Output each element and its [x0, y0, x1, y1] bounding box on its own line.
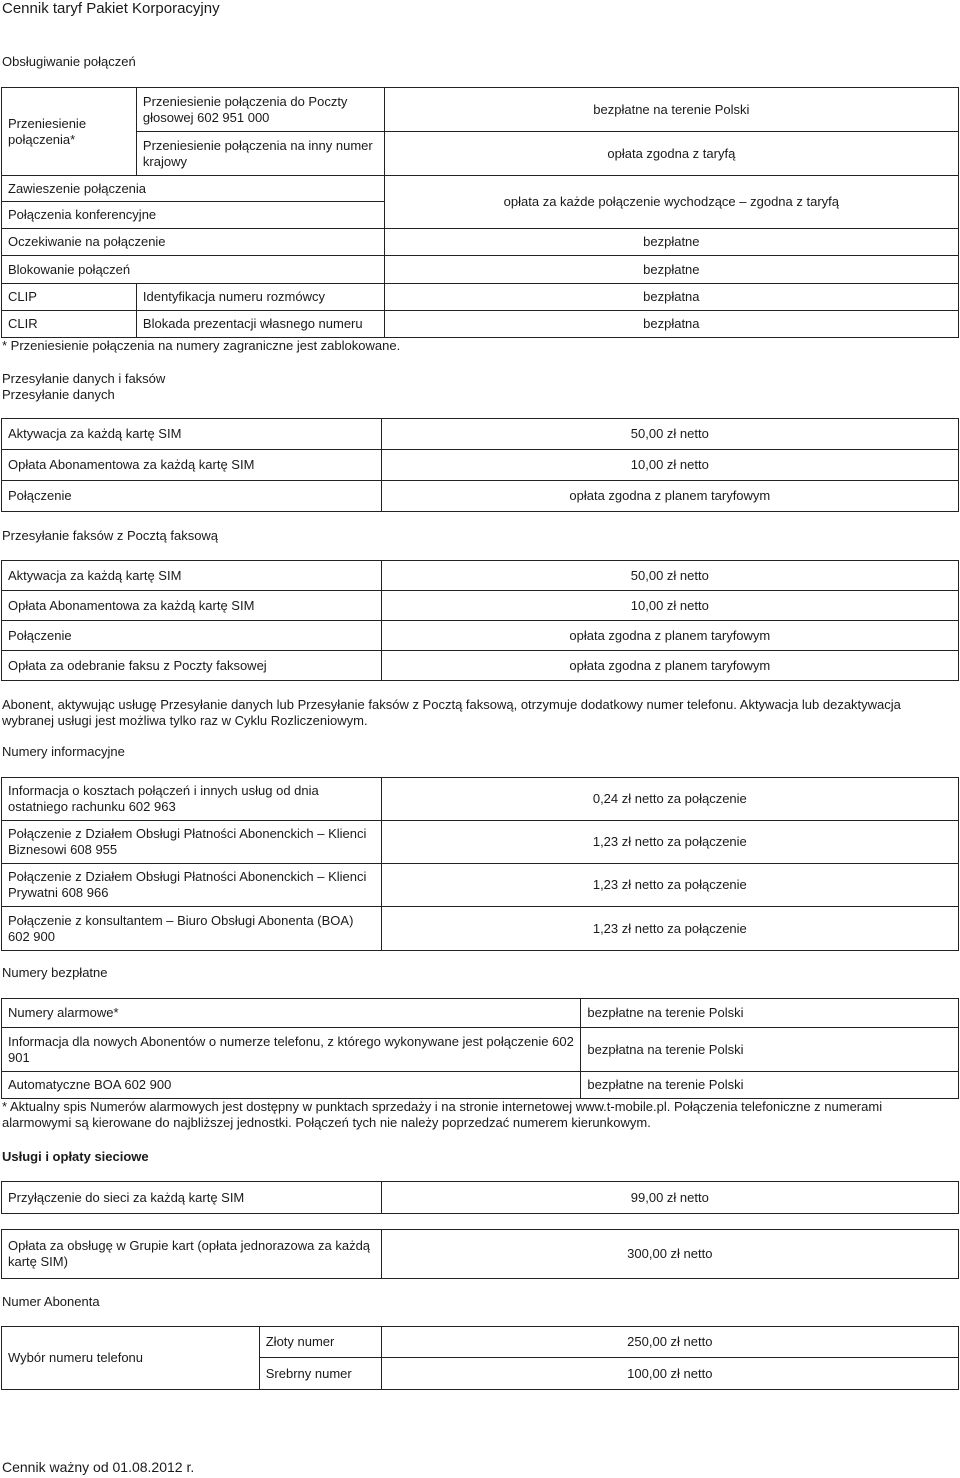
number-choice-label: Wybór numeru telefonu	[2, 1327, 260, 1390]
data-row-value: 10,00 zł netto	[381, 450, 958, 481]
subheading-data: Przesyłanie danych	[2, 387, 115, 402]
clip-value: bezpłatna	[384, 284, 958, 311]
free-numbers-table	[1, 998, 959, 1099]
fax-row-label: Opłata Abonamentowa za każdą kartę SIM	[2, 591, 382, 621]
subscriber-number-table	[1, 1326, 959, 1390]
info-row-value: 1,23 zł netto za połączenie	[381, 907, 958, 951]
section-heading-call-handling: Obsługiwanie połączeń	[2, 54, 136, 69]
info-row-label: Połączenie z Działem Obsługi Płatności Abonenckich – Klienci Prywatni 608 966	[2, 864, 382, 907]
fax-row-value: opłata zgodna z planem taryfowym	[381, 621, 958, 651]
hold-label: Zawieszenie połączenia	[2, 176, 385, 202]
clir-label: CLIR	[2, 311, 137, 338]
section-heading-subscriber-number: Numer Abonenta	[2, 1294, 100, 1309]
section-heading-info-numbers: Numery informacyjne	[2, 744, 125, 759]
data-fax-note: Abonent, aktywując usługę Przesyłanie danych lub Przesyłanie faksów z Pocztą faksową, otrzymuje dodatkowy numer telefonu. Aktywacja lub dezaktywacja wybranej usługi jest możliwa tylko raz w Cyklu Rozliczeniowym.	[2, 697, 901, 728]
data-row-value: 50,00 zł netto	[381, 419, 958, 450]
free-row-value: bezpłatna na terenie Polski	[581, 1028, 959, 1072]
forward-other-label: Przeniesienie połączenia na inny numer krajowy	[136, 132, 384, 176]
silver-number-label: Srebrny numer	[259, 1358, 381, 1390]
hold-conference-value: opłata za każde połączenie wychodzące – zgodna z taryfą	[384, 176, 958, 229]
blocking-label: Blokowanie połączeń	[2, 256, 385, 284]
blocking-value: bezpłatne	[384, 256, 958, 284]
data-row-label: Połączenie	[2, 481, 382, 512]
fax-table	[1, 560, 959, 681]
clir-desc: Blokada prezentacji własnego numeru	[136, 311, 384, 338]
gold-number-label: Złoty numer	[259, 1327, 381, 1358]
section-heading-data-fax: Przesyłanie danych i faksów	[2, 371, 166, 386]
clir-value: bezpłatna	[384, 311, 958, 338]
subheading-fax: Przesyłanie faksów z Pocztą faksową	[2, 528, 219, 543]
info-row-label: Połączenie z konsultantem – Biuro Obsługi Abonenta (BOA) 602 900	[2, 907, 382, 951]
network-fee-table-2	[1, 1229, 959, 1279]
conference-label: Połączenia konferencyjne	[2, 202, 385, 229]
section-heading-free-numbers: Numery bezpłatne	[2, 965, 108, 980]
forward-voicemail-label: Przeniesienie połączenia do Poczty głosowej 602 951 000	[136, 88, 384, 132]
free-row-value: bezpłatne na terenie Polski	[581, 1072, 959, 1099]
info-row-label: Informacja o kosztach połączeń i innych usług od dnia ostatniego rachunku 602 963	[2, 778, 382, 821]
call-handling-table	[1, 87, 959, 338]
fax-row-value: 10,00 zł netto	[381, 591, 958, 621]
info-numbers-table	[1, 777, 959, 951]
clip-desc: Identyfikacja numeru rozmówcy	[136, 284, 384, 311]
section-heading-network-services: Usługi i opłaty sieciowe	[2, 1149, 149, 1164]
fax-row-label: Opłata za odebranie faksu z Poczty faksowej	[2, 651, 382, 681]
fax-row-value: 50,00 zł netto	[381, 561, 958, 591]
fax-row-value: opłata zgodna z planem taryfowym	[381, 651, 958, 681]
free-numbers-footnote: * Aktualny spis Numerów alarmowych jest dostępny w punktach sprzedaży i na stronie internetowej www.t-mobile.pl. Połączenia telefoniczne z numerami alarmowymi są kierowane do najbliższej jednostki. Połączeń tych nie należy poprzedzać numerem kierunkowym.	[2, 1099, 883, 1130]
info-row-value: 1,23 zł netto za połączenie	[381, 864, 958, 907]
free-row-label: Automatyczne BOA 602 900	[2, 1072, 581, 1099]
page-title: Cennik taryf Pakiet Korporacyjny	[2, 0, 220, 17]
validity-footer: Cennik ważny od 01.08.2012 r.	[2, 1459, 195, 1475]
waiting-value: bezpłatne	[384, 229, 958, 256]
fax-row-label: Połączenie	[2, 621, 382, 651]
forward-label: Przeniesienie połączenia*	[2, 88, 137, 176]
fax-row-label: Aktywacja za każdą kartę SIM	[2, 561, 382, 591]
network-fee-value: 99,00 zł netto	[381, 1182, 958, 1214]
forward-other-value: opłata zgodna z taryfą	[384, 132, 958, 176]
info-row-value: 0,24 zł netto za połączenie	[381, 778, 958, 821]
group-fee-label: Opłata za obsługę w Grupie kart (opłata jednorazowa za każdą kartę SIM)	[2, 1230, 382, 1279]
silver-number-value: 100,00 zł netto	[381, 1358, 958, 1390]
free-row-label: Informacja dla nowych Abonentów o numerze telefonu, z którego wykonywane jest połączenie 602 901	[2, 1028, 581, 1072]
data-table	[1, 418, 959, 512]
free-row-value: bezpłatne na terenie Polski	[581, 999, 959, 1028]
data-row-label: Opłata Abonamentowa za każdą kartę SIM	[2, 450, 382, 481]
network-fee-table-1	[1, 1181, 959, 1214]
free-row-label: Numery alarmowe*	[2, 999, 581, 1028]
clip-label: CLIP	[2, 284, 137, 311]
waiting-label: Oczekiwanie na połączenie	[2, 229, 385, 256]
data-row-label: Aktywacja za każdą kartę SIM	[2, 419, 382, 450]
network-fee-label: Przyłączenie do sieci za każdą kartę SIM	[2, 1182, 382, 1214]
gold-number-value: 250,00 zł netto	[381, 1327, 958, 1358]
info-row-value: 1,23 zł netto za połączenie	[381, 821, 958, 864]
forward-voicemail-value: bezpłatne na terenie Polski	[384, 88, 958, 132]
call-handling-footnote: * Przeniesienie połączenia na numery zagraniczne jest zablokowane.	[2, 338, 401, 353]
data-row-value: opłata zgodna z planem taryfowym	[381, 481, 958, 512]
info-row-label: Połączenie z Działem Obsługi Płatności Abonenckich – Klienci Biznesowi 608 955	[2, 821, 382, 864]
group-fee-value: 300,00 zł netto	[381, 1230, 958, 1279]
